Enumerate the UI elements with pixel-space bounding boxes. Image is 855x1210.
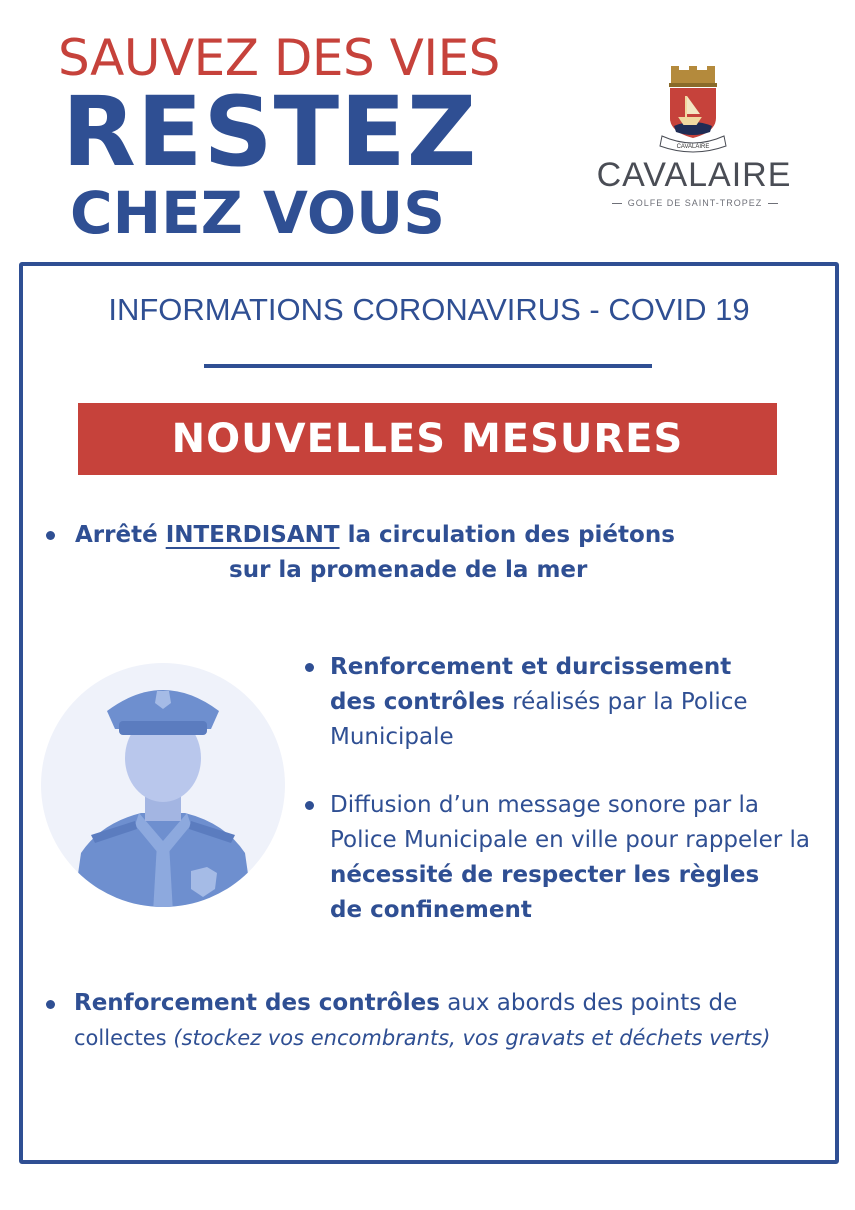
bullet-dot <box>305 663 314 672</box>
headline-at-home: CHEZ VOUS <box>70 179 446 247</box>
police-officer-icon <box>41 663 285 907</box>
city-subtitle-text: GOLFE DE SAINT-TROPEZ <box>627 198 763 208</box>
measure-1 <box>75 518 815 588</box>
bullet-dot <box>46 1000 55 1009</box>
measure-1-text-a: Arrêté <box>75 522 166 548</box>
new-measures-banner <box>78 403 777 475</box>
coat-of-arms-icon <box>656 66 730 158</box>
measure-2-text-a: Renforcement et durcissement <box>330 654 732 680</box>
measure-3 <box>330 788 820 928</box>
divider <box>768 203 778 204</box>
city-subtitle <box>592 198 798 208</box>
measure-3-text-d: de confinement <box>330 897 532 923</box>
measure-2 <box>330 650 810 755</box>
measure-1-text-c: la circulation des piétons <box>339 522 675 548</box>
info-title: INFORMATIONS CORONAVIRUS - COVID 19 <box>108 292 750 327</box>
measure-4-text-b: aux abords des points de <box>439 990 738 1016</box>
bullet-dot <box>46 531 55 540</box>
measure-4-note: (stockez vos encombrants, vos gravats et déchets verts) <box>173 1026 771 1050</box>
measure-4-keyword: Renforcement des contrôles <box>74 990 440 1016</box>
measure-2-text-d: Municipale <box>330 724 454 750</box>
measure-2-keyword: des contrôles <box>330 689 505 715</box>
measure-3-text-a: Diffusion d’un message sonore par la <box>330 792 759 818</box>
measure-4-text-c: collectes <box>74 1026 174 1050</box>
divider <box>612 203 622 204</box>
headline-stay: RESTEZ <box>62 76 478 188</box>
measure-3-text-c: nécessité de respecter les règles <box>330 862 760 888</box>
headline-save-lives: SAUVEZ DES VIES <box>58 29 500 87</box>
banner-text: NOUVELLES MESURES <box>171 416 684 462</box>
measure-2-text-c: réalisés par la Police <box>504 689 748 715</box>
measure-3-text-b: Police Municipale en ville pour rappeler la <box>330 827 810 853</box>
city-name: CAVALAIRE <box>596 156 792 194</box>
measure-4 <box>74 986 834 1056</box>
bullet-dot <box>305 801 314 810</box>
title-divider <box>204 364 652 368</box>
crest-scroll-text: CAVALAIRE <box>676 144 710 150</box>
measure-1-keyword: INTERDISANT <box>165 522 340 548</box>
measure-1-text-d: sur la promenade de la mer <box>229 557 588 583</box>
